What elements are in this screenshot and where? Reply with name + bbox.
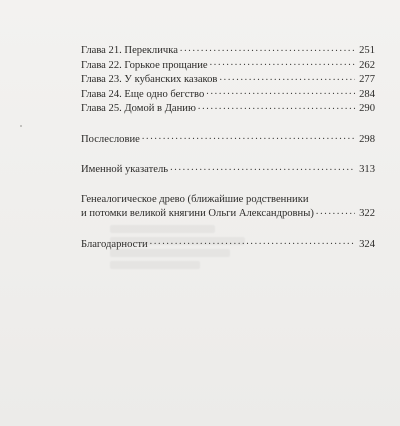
dot-leader <box>206 87 355 97</box>
toc-entry-afterword <box>81 132 375 147</box>
toc-entry-chapter-25 <box>81 101 375 116</box>
toc-entry-page: 313 <box>359 164 375 175</box>
toc-entry-label: Послесловие <box>81 133 140 145</box>
dot-leader <box>142 132 355 142</box>
toc-entry-page: 322 <box>359 208 375 219</box>
toc-entry-chapter-21 <box>81 43 375 58</box>
toc-entry-index <box>81 162 375 177</box>
toc-entry-label: Глава 25. Домой в Данию <box>81 103 196 114</box>
toc-entry-label: Глава 22. Горькое прощание <box>81 59 208 71</box>
toc-entry-chapter-23 <box>81 72 375 87</box>
toc-entry-page: 298 <box>359 133 375 145</box>
spacer <box>81 146 375 162</box>
toc-entry-genealogy-line-1: Генеалогическое древо (ближайшие родственники <box>81 193 309 205</box>
toc-entry-label: Глава 24. Еще одно бегство <box>81 88 205 100</box>
toc-entry-chapter-22 <box>81 58 375 73</box>
toc-entry-page: 277 <box>359 74 375 85</box>
dot-leader <box>180 43 355 53</box>
toc-entry-page: 251 <box>359 45 375 56</box>
toc-entry-label: Именной указатель <box>81 164 169 175</box>
toc-entry-label: Глава 23. У кубанских казаков <box>81 74 218 85</box>
table-of-contents <box>81 43 375 251</box>
dot-leader <box>210 58 355 68</box>
dot-leader <box>150 237 355 247</box>
toc-entry-genealogy <box>81 206 375 221</box>
toc-entry-page: 284 <box>359 88 375 100</box>
toc-entry-label: Глава 21. Перекличка <box>81 45 178 56</box>
dot-leader <box>198 101 355 111</box>
dot-leader <box>219 72 355 82</box>
spacer <box>81 221 375 237</box>
toc-entry-label: и потомки великой княгини Ольги Александровны) <box>81 208 314 219</box>
spacer <box>81 177 375 193</box>
spacer <box>81 116 375 132</box>
toc-entry-page: 324 <box>359 238 375 250</box>
toc-entry-acknowledgements <box>81 237 375 252</box>
toc-entry-page: 262 <box>359 59 375 71</box>
margin-speck <box>20 125 22 127</box>
dot-leader <box>170 162 355 172</box>
dot-leader <box>316 206 355 216</box>
toc-entry-label: Благодарности <box>81 238 148 250</box>
toc-entry-chapter-24 <box>81 87 375 102</box>
toc-entry-page: 290 <box>359 103 375 114</box>
